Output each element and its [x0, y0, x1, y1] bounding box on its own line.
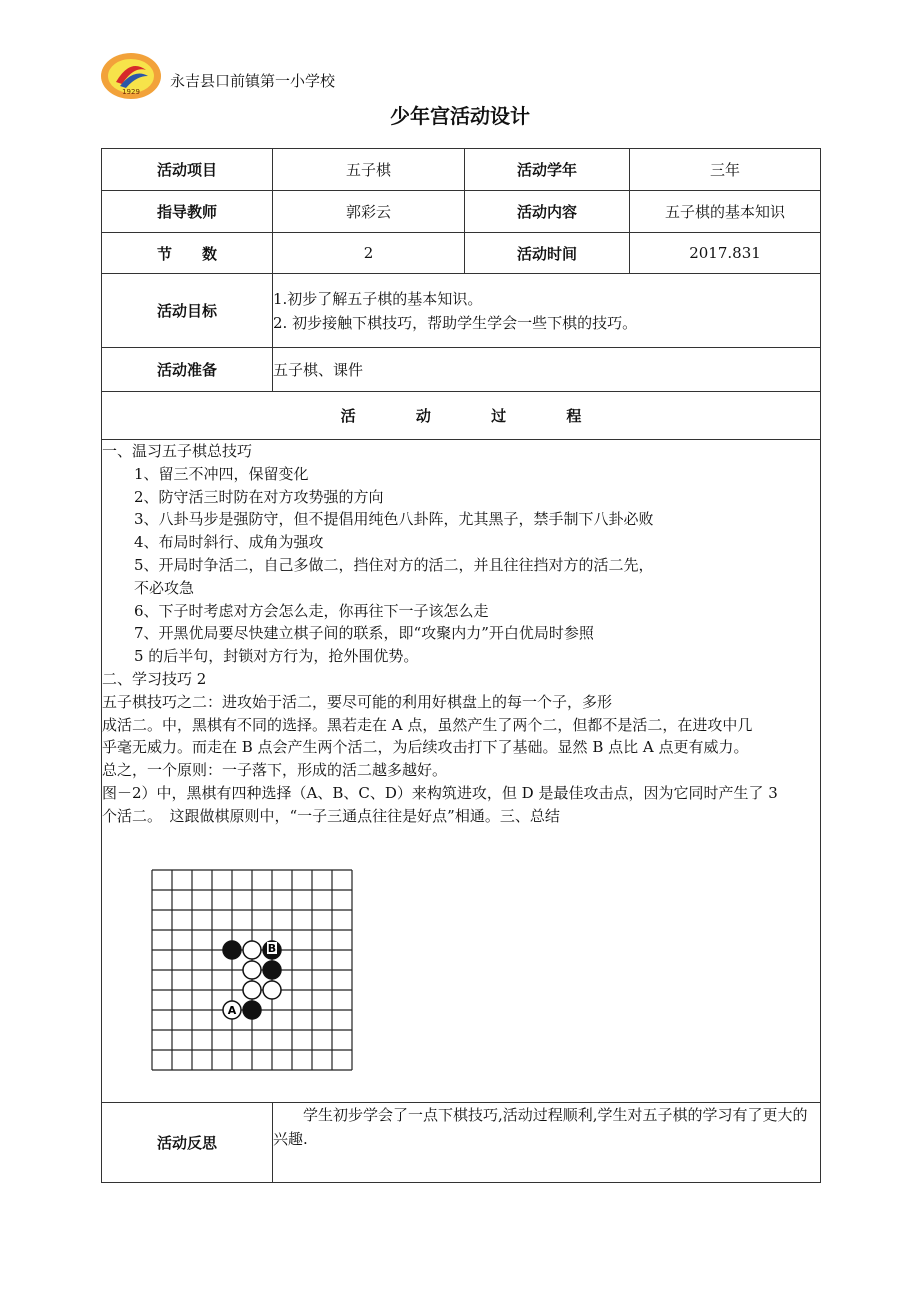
label-time: 活动时间 [465, 233, 630, 274]
label-project: 活动项目 [102, 149, 273, 191]
activity-table [101, 148, 821, 1183]
process-text [102, 440, 820, 828]
process-heading-char: 活 [340, 407, 356, 425]
process-heading-char: 程 [566, 407, 582, 425]
process-line: 1、留三不冲四，保留变化 [134, 464, 309, 483]
label-reflection: 活动反思 [102, 1102, 273, 1182]
process-line: 总之，一个原则：一子落下，形成的活二越多越好。 [102, 761, 448, 780]
point-a-label: A [227, 1003, 237, 1017]
table-row [102, 1102, 821, 1182]
white-stone [243, 961, 261, 979]
process-line: 个活二。 这跟做棋原则中，“一子三通点往往是好点”相通。三、总结 [102, 806, 560, 825]
process-line: 图－2）中，黑棋有四种选择（A、B、C、D）来构筑进攻，但 D 是最佳攻击点，因为它同时产生了 3 [102, 783, 778, 802]
value-grade: 三年 [630, 149, 821, 191]
value-prep: 五子棋、课件 [273, 348, 821, 392]
white-stone [243, 941, 261, 959]
point-b-label: B [267, 941, 277, 955]
table-row [102, 392, 821, 440]
logo-year: 1929 [122, 88, 140, 96]
value-time: 2017.831 [630, 233, 821, 274]
label-teacher: 指导教师 [102, 191, 273, 233]
value-reflection: 学生初步学会了一点下棋技巧,活动过程顺利,学生对五子棋的学习有了更大的兴趣. [273, 1102, 821, 1182]
process-line: 6、下子时考虑对方会怎么走，你再往下一子该怎么走 [134, 601, 489, 620]
label-grade: 活动学年 [465, 149, 630, 191]
process-line: 3、八卦马步是强防守，但不提倡用纯色八卦阵，尤其黑子，禁手制下八卦必败 [134, 510, 654, 529]
process-line: 不必攻急 [134, 578, 195, 597]
process-line: 4、布局时斜行、成角为强攻 [134, 533, 324, 552]
label-sessions: 节 数 [102, 233, 273, 274]
label-goal: 活动目标 [102, 274, 273, 348]
table-row [102, 274, 821, 348]
white-stone [243, 981, 261, 999]
table-row [102, 348, 821, 392]
black-stone [243, 1001, 261, 1019]
table-row [102, 149, 821, 191]
process-line: 5 的后半句，封锁对方行为，抢外围优势。 [134, 647, 419, 666]
black-stone [263, 961, 281, 979]
process-line: 二、学习技巧 2 [102, 669, 207, 688]
label-prep: 活动准备 [102, 348, 273, 392]
process-heading [102, 392, 821, 440]
value-sessions: 2 [273, 233, 465, 274]
table-row [102, 191, 821, 233]
value-project: 五子棋 [273, 149, 465, 191]
label-content: 活动内容 [465, 191, 630, 233]
value-teacher: 郭彩云 [273, 191, 465, 233]
process-body [102, 440, 821, 1103]
black-stone [223, 941, 241, 959]
table-row [102, 440, 821, 1103]
page-title: 少年宫活动设计 [390, 104, 530, 128]
value-content: 五子棋的基本知识 [630, 191, 821, 233]
gomoku-board-diagram [150, 868, 360, 1074]
page-header [100, 52, 800, 102]
process-line: 成活二。中，黑棋有不同的选择。黑若走在 A 点，虽然产生了两个二，但都不是活二，在进攻中几 [102, 715, 753, 734]
process-heading-char: 过 [491, 407, 507, 425]
process-line: 2、防守活三时防在对方攻势强的方向 [134, 487, 384, 506]
goal-cell [273, 274, 821, 348]
school-name: 永吉县口前镇第一小学校 [170, 72, 336, 90]
goal-line-2: 2. 初步接触下棋技巧，帮助学生学会一些下棋的技巧。 [273, 313, 638, 332]
school-logo [100, 52, 162, 100]
process-heading-char: 动 [415, 407, 431, 425]
process-line: 5、开局时争活二，自己多做二，挡住对方的活二，并且往往挡对方的活二先， [134, 555, 654, 574]
goal-line-1: 1.初步了解五子棋的基本知识。 [273, 289, 483, 308]
process-line: 五子棋技巧之二：进攻始于活二，要尽可能的利用好棋盘上的每一个子，多形 [102, 692, 613, 711]
process-line: 一、温习五子棋总技巧 [102, 442, 253, 460]
white-stone [263, 981, 281, 999]
table-row [102, 233, 821, 274]
process-line: 乎毫无威力。而走在 B 点会产生两个活二，为后续攻击打下了基础。显然 B 点比 A 点更有威力。 [102, 738, 749, 757]
process-line: 7、开黑优局要尽快建立棋子间的联系，即“攻聚内力”开白优局时参照 [134, 624, 594, 643]
